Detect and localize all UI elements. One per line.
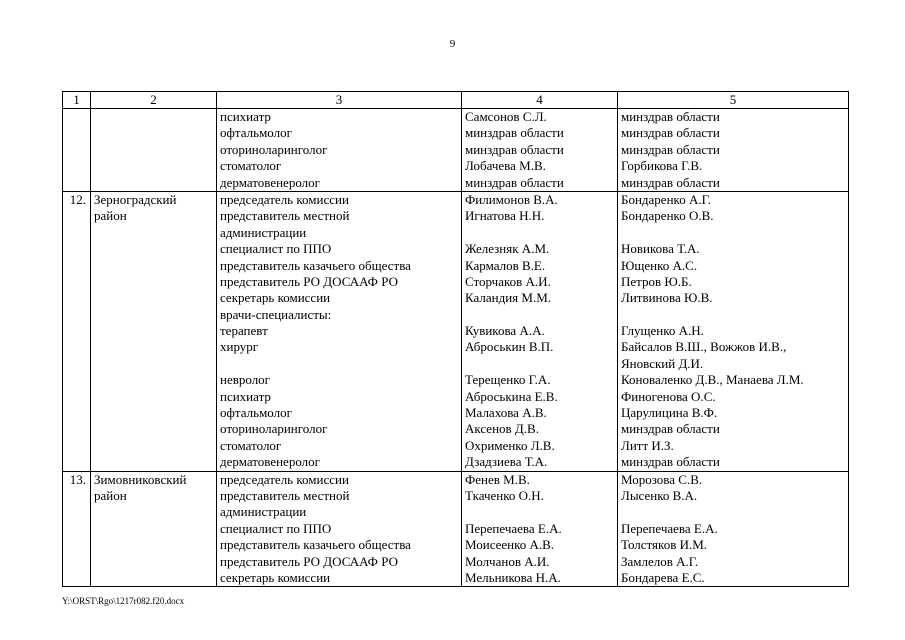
- district-name-line: Зимовниковский: [94, 471, 187, 487]
- table-body: [63, 109, 849, 587]
- district-cell: [91, 109, 217, 192]
- role-line: председатель комиссии: [220, 471, 349, 487]
- reserve-name-line: Бондаренко О.В.: [621, 208, 714, 224]
- role-line: представитель местной: [220, 487, 350, 503]
- member-name-line: [465, 504, 615, 520]
- page-number: 9: [449, 38, 456, 50]
- district-name-line: Зерноградский: [94, 191, 177, 207]
- district-cell: [91, 191, 217, 471]
- reserve-name-line: Яновский Д.И.: [621, 355, 704, 371]
- member-name-line: Фенев М.В.: [465, 471, 530, 487]
- reserve-name-line: Литт И.З.: [621, 437, 674, 453]
- role-line: специалист по ППО: [220, 520, 332, 536]
- table-row: [63, 191, 849, 471]
- reserve-name-line: Перепечаева Е.А.: [621, 520, 718, 536]
- reserve-name-line: [621, 307, 846, 323]
- district-cell: [91, 471, 217, 587]
- table-row: [63, 109, 849, 192]
- header-row: [63, 92, 849, 109]
- reserve-name-line: минздрав области: [621, 141, 720, 157]
- role-line: администрации: [220, 504, 307, 520]
- role-line: невролог: [220, 372, 271, 388]
- member-name-line: Аброськина Е.В.: [465, 388, 558, 404]
- reserve-name-line: [621, 504, 846, 520]
- role-line: представитель казачьего общества: [220, 257, 411, 273]
- role-line: офтальмолог: [220, 405, 292, 421]
- role-line: оториноларинголог: [220, 421, 328, 437]
- reserve-name-line: минздрав области: [621, 421, 720, 437]
- reserve-name-line: Новикова Т.А.: [621, 241, 700, 257]
- role-line: хирург: [220, 339, 259, 355]
- member-name-line: Каландия М.М.: [465, 290, 552, 306]
- reserve-name-line: Петров Ю.Б.: [621, 273, 692, 289]
- member-name-line: Мельникова Н.А.: [465, 569, 561, 585]
- member-name-line: Охрименко Л.В.: [465, 437, 555, 453]
- member-name-line: Игнатова Н.Н.: [465, 208, 545, 224]
- member-name-line: Лобачева М.В.: [465, 158, 546, 174]
- header-cell-1: 1: [63, 92, 91, 109]
- header-cell-4: 4: [462, 92, 618, 109]
- member-name-line: Филимонов В.А.: [465, 191, 558, 207]
- reserve-cell: [618, 109, 849, 192]
- row-number: 12.: [69, 191, 86, 207]
- role-line: психиатр: [220, 109, 271, 124]
- member-name-line: Молчанов А.И.: [465, 553, 550, 569]
- reserve-name-line: Глущенко А.Н.: [621, 323, 704, 339]
- reserve-name-line: Царулицина В.Ф.: [621, 405, 718, 421]
- member-name-line: [465, 307, 615, 323]
- role-line: дерматовенеролог: [220, 174, 320, 190]
- member-name-line: минздрав области: [465, 125, 564, 141]
- header-cell-5: 5: [618, 92, 849, 109]
- reserve-name-line: Литвинова Ю.В.: [621, 290, 713, 306]
- reserve-name-line: Бондарева Е.С.: [621, 569, 705, 585]
- row-number-cell: [63, 109, 91, 192]
- reserve-name-line: Горбикова Г.В.: [621, 158, 703, 174]
- role-line: администрации: [220, 224, 307, 240]
- row-number-cell: [63, 191, 91, 471]
- district-name-line: район: [94, 208, 127, 224]
- role-line: специалист по ППО: [220, 241, 332, 257]
- role-line: представитель местной: [220, 208, 350, 224]
- role-line: стоматолог: [220, 437, 282, 453]
- header-cell-3: 3: [217, 92, 462, 109]
- role-line: оториноларинголог: [220, 141, 328, 157]
- reserve-name-line: минздрав области: [621, 125, 720, 141]
- member-name-line: Кармалов В.Е.: [465, 257, 546, 273]
- member-name-line: Сторчаков А.И.: [465, 273, 551, 289]
- member-name-line: минздрав области: [465, 141, 564, 157]
- role-line: секретарь комиссии: [220, 290, 331, 306]
- member-name-line: Аксенов Д.В.: [465, 421, 539, 437]
- row-number-cell: [63, 471, 91, 587]
- reserve-name-line: Бондаренко А.Г.: [621, 191, 711, 207]
- member-cell: [462, 471, 618, 587]
- member-name-line: Терещенко Г.А.: [465, 372, 551, 388]
- member-cell: [462, 109, 618, 192]
- role-cell: [217, 471, 462, 587]
- role-line: секретарь комиссии: [220, 569, 331, 585]
- reserve-name-line: минздрав области: [621, 454, 720, 470]
- reserve-name-line: Замлелов А.Г.: [621, 553, 699, 569]
- role-line: врачи-специалисты:: [220, 306, 332, 322]
- table-row: [63, 471, 849, 587]
- member-name-line: Перепечаева Е.А.: [465, 520, 562, 536]
- member-name-line: Железняк А.М.: [465, 241, 550, 257]
- member-name-line: Малахова А.В.: [465, 405, 547, 421]
- reserve-cell: [618, 191, 849, 471]
- member-cell: [462, 191, 618, 471]
- role-line: председатель комиссии: [220, 191, 349, 207]
- header-cell-2: 2: [91, 92, 217, 109]
- role-line: терапевт: [220, 323, 268, 339]
- role-cell: [217, 191, 462, 471]
- footer-file-path: Y:\ORST\Rgo\1217r082.f20.docx: [62, 596, 185, 606]
- member-name-line: Моисеенко А.В.: [465, 537, 555, 553]
- member-name-line: Дзадзиева Т.А.: [465, 454, 548, 470]
- role-line: представитель казачьего общества: [220, 537, 411, 553]
- role-line: представитель РО ДОСААФ РО: [220, 273, 398, 289]
- member-name-line: Ткаченко О.Н.: [465, 487, 544, 503]
- district-name-line: район: [94, 487, 127, 503]
- member-name-line: минздрав области: [465, 174, 564, 190]
- reserve-name-line: минздрав области: [621, 174, 720, 190]
- member-name-line: [465, 225, 615, 241]
- role-line: офтальмолог: [220, 125, 292, 141]
- reserve-name-line: Финогенова О.С.: [621, 388, 716, 404]
- reserve-name-line: [621, 225, 846, 241]
- reserve-name-line: минздрав области: [621, 109, 720, 124]
- member-name-line: [465, 356, 615, 372]
- reserve-name-line: Ющенко А.С.: [621, 257, 698, 273]
- member-name-line: Самсонов С.Л.: [465, 109, 547, 124]
- member-name-line: Аброськин В.П.: [465, 339, 554, 355]
- role-line: стоматолог: [220, 158, 282, 174]
- role-line: дерматовенеролог: [220, 454, 320, 470]
- role-line: психиатр: [220, 388, 271, 404]
- reserve-name-line: Лысенко В.А.: [621, 487, 698, 503]
- role-line: представитель РО ДОСААФ РО: [220, 553, 398, 569]
- role-cell: [217, 109, 462, 192]
- member-name-line: Кувикова А.А.: [465, 323, 545, 339]
- reserve-cell: [618, 471, 849, 587]
- commission-table: [62, 91, 849, 587]
- reserve-name-line: Коноваленко Д.В., Манаева Л.М.: [621, 372, 804, 388]
- row-number: 13.: [69, 471, 86, 487]
- reserve-name-line: Морозова С.В.: [621, 471, 703, 487]
- reserve-name-line: Байсалов В.Ш., Вожжов И.В.,: [621, 339, 787, 355]
- reserve-name-line: Толстяков И.М.: [621, 537, 708, 553]
- role-line: [220, 356, 459, 372]
